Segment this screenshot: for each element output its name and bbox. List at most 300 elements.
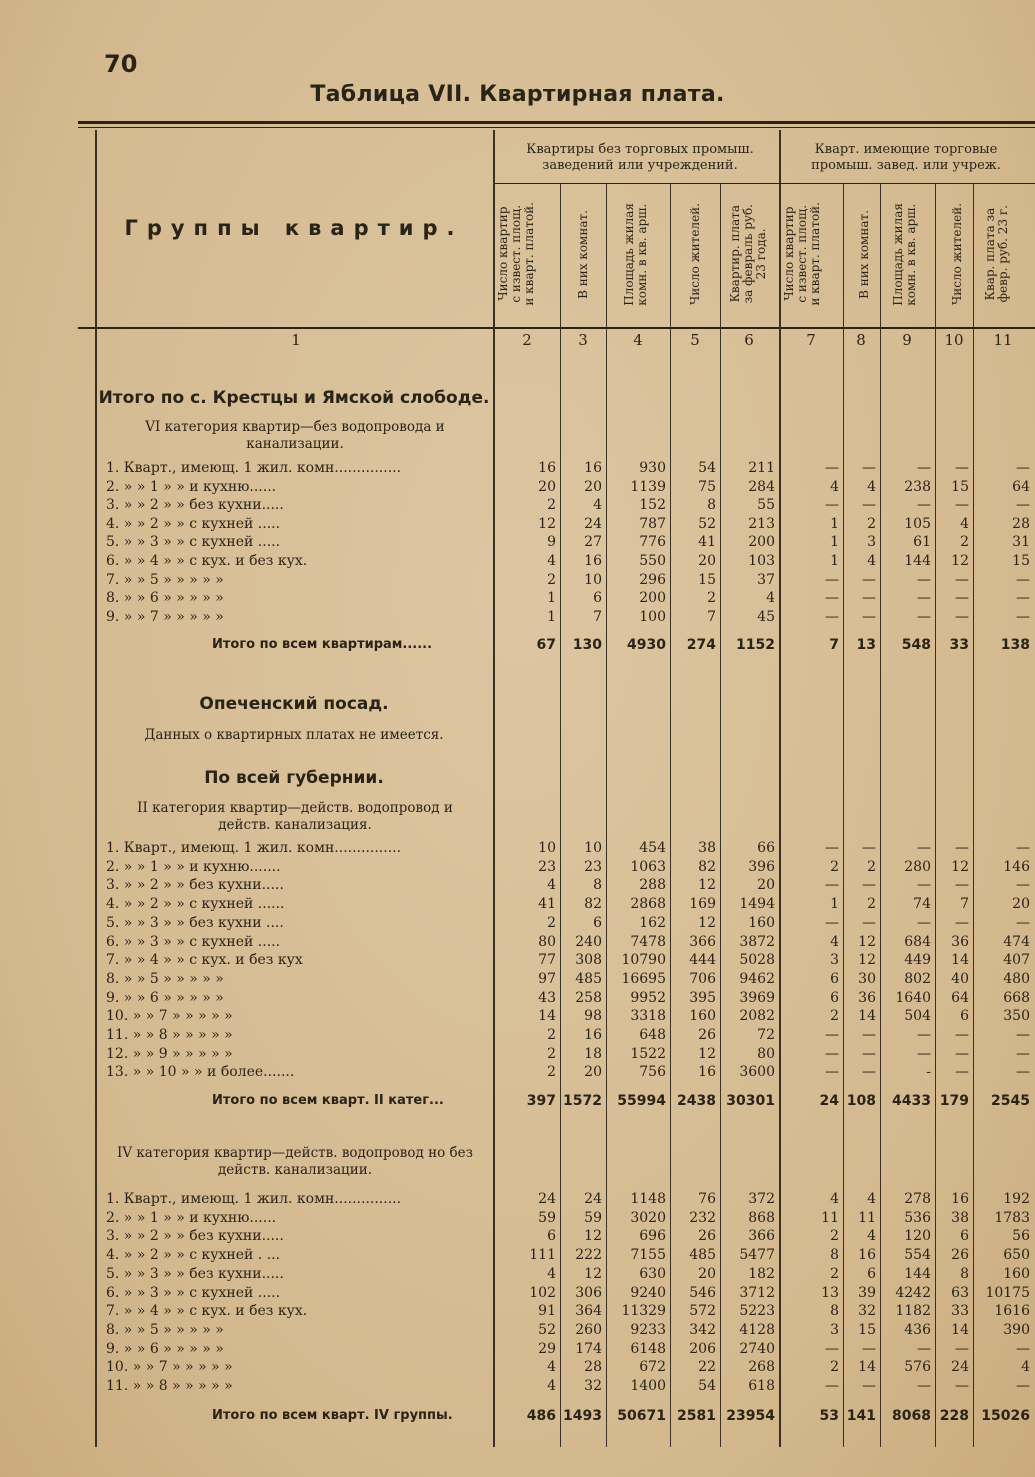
cell-col-7: — xyxy=(825,608,839,625)
cell-col-2: 16 xyxy=(538,460,556,476)
cell-col-9: — xyxy=(917,590,931,607)
cell-col-4: 9240 xyxy=(630,1284,666,1301)
row-label: 4. » » 2 » » с кухней ...... xyxy=(106,896,285,913)
row-label: 7. » » 4 » » с кух. и без кух xyxy=(106,952,303,969)
column-header-text: Квартир. плата за февраль руб. 23 года. xyxy=(727,204,768,304)
cell-col-11: — xyxy=(1016,460,1030,476)
cell-col-6: 396 xyxy=(748,858,775,875)
cell-col-3: 59 xyxy=(584,1209,602,1226)
cell-col-9: 536 xyxy=(904,1209,931,1226)
cell-col-9: 74 xyxy=(913,896,931,913)
cell-col-3: 20 xyxy=(584,478,602,495)
table-row xyxy=(96,609,1035,628)
cell-col-4: 9952 xyxy=(630,989,666,1006)
table-row xyxy=(96,859,1035,878)
cell-col-8: 30 xyxy=(858,970,876,987)
table-row xyxy=(96,1266,1035,1285)
row-label: Итого по всем квартирам...... xyxy=(212,637,433,652)
cell-col-9: 1640 xyxy=(895,989,931,1006)
cell-col-4: 550 xyxy=(639,553,666,569)
cell-col-10: 179 xyxy=(939,1093,969,1109)
cell-col-10: 12 xyxy=(951,858,969,875)
cell-col-8: 13 xyxy=(856,637,876,653)
table-row xyxy=(96,590,1035,609)
cell-col-4: 3318 xyxy=(630,1008,666,1025)
column-header xyxy=(782,184,822,324)
cell-col-11: 480 xyxy=(1003,970,1030,987)
row-label: 4. » » 2 » » с кухней ..... xyxy=(106,515,281,532)
cell-col-8: 2 xyxy=(867,896,876,913)
cell-col-5: 8 xyxy=(707,497,716,514)
row-label: 3. » » 2 » » без кухни..... xyxy=(106,497,284,514)
cell-col-2: 2 xyxy=(547,497,556,514)
cell-col-5: 395 xyxy=(689,989,716,1006)
cell-col-7: 24 xyxy=(819,1093,839,1109)
table-row xyxy=(96,479,1035,498)
cell-col-6: 211 xyxy=(748,460,775,476)
cell-col-10: 38 xyxy=(951,1209,969,1226)
cell-col-3: 130 xyxy=(572,637,602,653)
cell-col-4: 200 xyxy=(639,590,666,607)
cell-col-6: 366 xyxy=(748,1228,775,1245)
cell-col-4: 787 xyxy=(639,515,666,532)
cell-col-8: 14 xyxy=(858,1359,876,1376)
cell-col-3: 222 xyxy=(575,1247,602,1264)
row-label: 5. » » 3 » » с кухней ..... xyxy=(106,534,281,551)
column-header-text: Число жителей. xyxy=(949,203,964,305)
cell-col-7: — xyxy=(825,1064,839,1081)
cell-col-5: 572 xyxy=(689,1303,716,1320)
cell-col-6: 4128 xyxy=(739,1321,775,1338)
cell-col-2: 24 xyxy=(538,1191,556,1207)
table-row xyxy=(96,1064,1035,1083)
cell-col-9: — xyxy=(917,1027,931,1043)
cell-col-9: 280 xyxy=(904,858,931,875)
table-row xyxy=(96,990,1035,1009)
cell-col-6: 868 xyxy=(748,1209,775,1226)
cell-col-2: 397 xyxy=(526,1093,556,1109)
cell-col-11: — xyxy=(1016,1340,1030,1357)
cell-col-10: 228 xyxy=(939,1408,969,1424)
cell-col-9: 61 xyxy=(913,534,931,551)
column-header xyxy=(885,184,925,324)
cell-col-9: — xyxy=(917,460,931,476)
cell-col-5: 26 xyxy=(698,1228,716,1245)
cell-col-4: 696 xyxy=(639,1228,666,1245)
cell-col-10: 40 xyxy=(951,970,969,987)
cell-col-7: 3 xyxy=(830,952,839,969)
row-label: 8. » » 5 » » » » » xyxy=(106,1321,224,1338)
cell-col-4: 100 xyxy=(639,608,666,625)
top-rule-thin xyxy=(78,127,1035,128)
cell-col-3: 1493 xyxy=(563,1408,602,1424)
cell-col-7: 2 xyxy=(830,1008,839,1025)
column-number: 7 xyxy=(806,331,816,349)
cell-col-7: 13 xyxy=(821,1284,839,1301)
cell-col-6: 30301 xyxy=(726,1093,775,1109)
cell-col-10: — xyxy=(955,877,969,894)
table-row xyxy=(96,1247,1035,1266)
cell-col-4: 9233 xyxy=(630,1321,666,1338)
cell-col-4: 454 xyxy=(639,840,666,856)
cell-col-6: 5028 xyxy=(739,952,775,969)
cell-col-10: 8 xyxy=(960,1265,969,1282)
cell-col-9: — xyxy=(917,571,931,588)
total-row xyxy=(96,637,1035,656)
cell-col-3: 20 xyxy=(584,1064,602,1081)
cell-col-3: 16 xyxy=(584,460,602,476)
cell-col-11: 31 xyxy=(1012,534,1030,551)
cell-col-2: 4 xyxy=(547,1265,556,1282)
cell-col-11: — xyxy=(1016,914,1030,931)
row-label: 5. » » 3 » » без кухни .... xyxy=(106,914,284,931)
cell-col-6: 213 xyxy=(748,515,775,532)
cell-col-3: 10 xyxy=(584,840,602,856)
column-header xyxy=(496,184,536,324)
cell-col-7: — xyxy=(825,877,839,894)
cell-col-8: 14 xyxy=(858,1008,876,1025)
column-number: 6 xyxy=(744,331,754,349)
cell-col-9: 576 xyxy=(904,1359,931,1376)
cell-col-5: 12 xyxy=(698,1045,716,1062)
cell-col-11: — xyxy=(1016,1064,1030,1081)
cell-col-3: 10 xyxy=(584,571,602,588)
cell-col-4: 11329 xyxy=(621,1303,666,1320)
cell-col-10: 24 xyxy=(951,1359,969,1376)
cell-col-7: 1 xyxy=(830,553,839,569)
cell-col-9: 4433 xyxy=(892,1093,931,1109)
cell-col-2: 20 xyxy=(538,478,556,495)
table-row xyxy=(96,1285,1035,1304)
cell-col-11: 64 xyxy=(1012,478,1030,495)
cell-col-4: 10790 xyxy=(621,952,666,969)
cell-col-8: 4 xyxy=(867,1191,876,1207)
cell-col-6: 4 xyxy=(766,590,775,607)
cell-col-10: — xyxy=(955,840,969,856)
cell-col-7: 2 xyxy=(830,858,839,875)
cell-col-8: 4 xyxy=(867,553,876,569)
category-title: IV категория квартир—действ. водопровод но без действ. канализации. xyxy=(117,1145,473,1178)
cell-col-8: — xyxy=(862,1378,876,1394)
cell-col-7: 53 xyxy=(819,1408,839,1424)
cell-col-6: 66 xyxy=(757,840,775,856)
row-label: 1. Кварт., имеющ. 1 жил. комн............... xyxy=(106,840,402,856)
cell-col-3: 6 xyxy=(593,590,602,607)
cell-col-7: 8 xyxy=(830,1303,839,1320)
cell-col-5: 12 xyxy=(698,914,716,931)
cell-col-3: 24 xyxy=(584,1191,602,1207)
cell-col-2: 4 xyxy=(547,553,556,569)
cell-col-6: 2740 xyxy=(739,1340,775,1357)
cell-col-7: 4 xyxy=(830,1191,839,1207)
cell-col-6: 5477 xyxy=(739,1247,775,1264)
cell-col-5: 26 xyxy=(698,1027,716,1043)
cell-col-9: 548 xyxy=(901,637,931,653)
cell-col-4: 1522 xyxy=(630,1045,666,1062)
cell-col-6: 2082 xyxy=(739,1008,775,1025)
cell-col-8: — xyxy=(862,571,876,588)
cell-col-10: — xyxy=(955,1027,969,1043)
column-number: 1 xyxy=(291,331,301,349)
column-header xyxy=(844,184,884,324)
cell-col-8: 11 xyxy=(858,1209,876,1226)
cell-col-10: 14 xyxy=(951,1321,969,1338)
column-number: 3 xyxy=(578,331,588,349)
cell-col-5: 20 xyxy=(698,1265,716,1282)
cell-col-4: 630 xyxy=(639,1265,666,1282)
cell-col-2: 4 xyxy=(547,1359,556,1376)
cell-col-7: — xyxy=(825,1340,839,1357)
cell-col-4: 4930 xyxy=(627,637,666,653)
table-row xyxy=(96,553,1035,572)
cell-col-11: 146 xyxy=(1003,858,1030,875)
column-header-text: Квар. плата за февр. руб. 23 г. xyxy=(983,205,1010,303)
cell-col-2: 2 xyxy=(547,914,556,931)
cell-col-9: — xyxy=(917,1045,931,1062)
row-label: 3. » » 2 » » без кухни..... xyxy=(106,877,284,894)
cell-col-9: 449 xyxy=(904,952,931,969)
cell-col-9: — xyxy=(917,914,931,931)
page-number: 70 xyxy=(104,50,138,78)
cell-col-6: 80 xyxy=(757,1045,775,1062)
cell-col-2: 91 xyxy=(538,1303,556,1320)
row-label: 8. » » 6 » » » » » xyxy=(106,590,224,607)
cell-col-3: 23 xyxy=(584,858,602,875)
cell-col-4: 288 xyxy=(639,877,666,894)
table-row xyxy=(96,1191,1035,1210)
group-b-header: Кварт. имеющие торговые промыш. завед. или учреж. xyxy=(811,142,1001,173)
cell-col-4: 7155 xyxy=(630,1247,666,1264)
row-label: 2. » » 1 » » и кухню...... xyxy=(106,1209,277,1226)
cell-col-8: — xyxy=(862,590,876,607)
cell-col-6: 160 xyxy=(748,914,775,931)
cell-col-5: 274 xyxy=(686,637,716,653)
cell-col-8: 2 xyxy=(867,515,876,532)
column-header-text: Число квартир с извест. площ. и кварт. платой. xyxy=(495,202,536,306)
cell-col-10: — xyxy=(955,460,969,476)
category-title: II категория квартир—действ. водопровод и действ. канализация. xyxy=(137,800,453,833)
table-row xyxy=(96,971,1035,990)
cell-col-9: — xyxy=(917,1340,931,1357)
cell-col-6: 200 xyxy=(748,534,775,551)
cell-col-3: 12 xyxy=(584,1265,602,1282)
table-row xyxy=(96,516,1035,535)
total-row xyxy=(96,1408,1035,1427)
cell-col-7: — xyxy=(825,840,839,856)
cell-col-3: 98 xyxy=(584,1008,602,1025)
cell-col-8: 6 xyxy=(867,1265,876,1282)
cell-col-8: — xyxy=(862,840,876,856)
cell-col-6: 284 xyxy=(748,478,775,495)
cell-col-6: 268 xyxy=(748,1359,775,1376)
section-title: Опеченский посад. xyxy=(199,694,389,714)
row-label: 11. » » 8 » » » » » xyxy=(106,1027,233,1043)
cell-col-4: 672 xyxy=(639,1359,666,1376)
cell-col-8: 39 xyxy=(858,1284,876,1301)
table-row xyxy=(96,1210,1035,1229)
cell-col-5: 12 xyxy=(698,877,716,894)
row-label: 6. » » 4 » » с кух. и без кух. xyxy=(106,553,308,569)
cell-col-11: 192 xyxy=(1003,1191,1030,1207)
table-row xyxy=(96,497,1035,516)
cell-col-8: — xyxy=(862,608,876,625)
column-number: 8 xyxy=(856,331,866,349)
cell-col-2: 2 xyxy=(547,571,556,588)
cell-col-4: 7478 xyxy=(630,933,666,950)
cell-col-7: 2 xyxy=(830,1359,839,1376)
cell-col-7: — xyxy=(825,1027,839,1043)
row-label: 5. » » 3 » » без кухни..... xyxy=(106,1265,284,1282)
cell-col-5: 7 xyxy=(707,608,716,625)
column-header-text: Площадь жилая комн. в кв. арш. xyxy=(622,202,649,306)
cell-col-9: — xyxy=(917,840,931,856)
table-row xyxy=(96,1046,1035,1065)
table-row xyxy=(96,952,1035,971)
row-label: 4. » » 2 » » с кухней . ... xyxy=(106,1247,281,1264)
cell-col-6: 618 xyxy=(748,1378,775,1394)
column-header xyxy=(977,184,1017,324)
table-row xyxy=(96,896,1035,915)
cell-col-2: 2 xyxy=(547,1064,556,1081)
cell-col-9: 802 xyxy=(904,970,931,987)
cell-col-10: 33 xyxy=(949,637,969,653)
cell-col-8: — xyxy=(862,914,876,931)
cell-col-2: 12 xyxy=(538,515,556,532)
column-header-text: Число квартир с извест. площ. и кварт. платой. xyxy=(781,202,822,306)
cell-col-5: 2 xyxy=(707,590,716,607)
cell-col-6: 72 xyxy=(757,1027,775,1043)
cell-col-11: — xyxy=(1016,1027,1030,1043)
cell-col-5: 52 xyxy=(698,515,716,532)
table-row xyxy=(96,1322,1035,1341)
cell-col-5: 54 xyxy=(698,1378,716,1394)
cell-col-10: 6 xyxy=(960,1008,969,1025)
cell-col-4: 55994 xyxy=(617,1093,666,1109)
cell-col-4: 776 xyxy=(639,534,666,551)
cell-col-10: 6 xyxy=(960,1228,969,1245)
cell-col-10: — xyxy=(955,608,969,625)
cell-col-3: 7 xyxy=(593,608,602,625)
column-header xyxy=(616,184,656,324)
cell-col-11: 474 xyxy=(1003,933,1030,950)
column-number: 5 xyxy=(690,331,700,349)
column-number: 10 xyxy=(944,331,964,349)
column-number: 2 xyxy=(522,331,532,349)
cell-col-8: 36 xyxy=(858,989,876,1006)
cell-col-7: — xyxy=(825,1045,839,1062)
cell-col-11: — xyxy=(1016,571,1030,588)
cell-col-3: 364 xyxy=(575,1303,602,1320)
cell-col-6: 182 xyxy=(748,1265,775,1282)
cell-col-8: 108 xyxy=(846,1093,876,1109)
cell-col-5: 444 xyxy=(689,952,716,969)
cell-col-8: — xyxy=(862,877,876,894)
top-rule-thick xyxy=(78,121,1035,124)
cell-col-3: 174 xyxy=(575,1340,602,1357)
cell-col-9: 238 xyxy=(904,478,931,495)
cell-col-9: 8068 xyxy=(892,1408,931,1424)
cell-col-5: 366 xyxy=(689,933,716,950)
column-header-text: В них комнат. xyxy=(575,209,590,299)
cell-col-5: 20 xyxy=(698,553,716,569)
column-header xyxy=(728,184,768,324)
cell-col-11: — xyxy=(1016,1045,1030,1062)
cell-col-7: 4 xyxy=(830,933,839,950)
cell-col-5: 706 xyxy=(689,970,716,987)
cell-col-8: 141 xyxy=(846,1408,876,1424)
column-header xyxy=(563,184,603,324)
cell-col-3: 8 xyxy=(593,877,602,894)
cell-col-5: 82 xyxy=(698,858,716,875)
cell-col-8: — xyxy=(862,1027,876,1043)
cell-col-8: 12 xyxy=(858,952,876,969)
cell-col-4: 152 xyxy=(639,497,666,514)
table-row xyxy=(96,934,1035,953)
cell-col-3: 1572 xyxy=(563,1093,602,1109)
cell-col-6: 372 xyxy=(748,1191,775,1207)
cell-col-2: 102 xyxy=(529,1284,556,1301)
row-label: 7. » » 5 » » » » » xyxy=(106,571,224,588)
cell-col-9: 278 xyxy=(904,1191,931,1207)
cell-col-10: 16 xyxy=(951,1191,969,1207)
cell-col-4: 1063 xyxy=(630,858,666,875)
cell-col-3: 18 xyxy=(584,1045,602,1062)
cell-col-8: 3 xyxy=(867,534,876,551)
table-row xyxy=(96,1359,1035,1378)
cell-col-2: 4 xyxy=(547,877,556,894)
cell-col-10: 33 xyxy=(951,1303,969,1320)
cell-col-2: 111 xyxy=(529,1247,556,1264)
cell-col-2: 2 xyxy=(547,1027,556,1043)
header-bottom-rule xyxy=(78,327,1035,329)
row-label: 8. » » 5 » » » » » xyxy=(106,970,224,987)
table-row xyxy=(96,534,1035,553)
cell-col-5: 232 xyxy=(689,1209,716,1226)
cell-col-3: 240 xyxy=(575,933,602,950)
cell-col-2: 67 xyxy=(536,637,556,653)
cell-col-7: 1 xyxy=(830,896,839,913)
cell-col-5: 54 xyxy=(698,460,716,476)
cell-col-3: 6 xyxy=(593,914,602,931)
section-title: По всей губернии. xyxy=(204,768,384,788)
cell-col-4: 3020 xyxy=(630,1209,666,1226)
cell-col-5: 485 xyxy=(689,1247,716,1264)
cell-col-11: 4 xyxy=(1021,1359,1030,1376)
cell-col-4: 6148 xyxy=(630,1340,666,1357)
cell-col-5: 15 xyxy=(698,571,716,588)
cell-col-2: 10 xyxy=(538,840,556,856)
cell-col-6: 3712 xyxy=(739,1284,775,1301)
cell-col-5: 169 xyxy=(689,896,716,913)
cell-col-8: 4 xyxy=(867,478,876,495)
row-label: Итого по всем кварт. IV группы. xyxy=(212,1408,453,1423)
cell-col-2: 9 xyxy=(547,534,556,551)
cell-col-9: — xyxy=(917,877,931,894)
column-header xyxy=(937,184,977,324)
table-row xyxy=(96,572,1035,591)
cell-col-3: 258 xyxy=(575,989,602,1006)
cell-col-10: 63 xyxy=(951,1284,969,1301)
cell-col-9: 144 xyxy=(904,1265,931,1282)
cell-col-3: 4 xyxy=(593,497,602,514)
cell-col-8: — xyxy=(862,497,876,514)
cell-col-7: 1 xyxy=(830,515,839,532)
cell-col-10: 12 xyxy=(951,553,969,569)
cell-col-8: 12 xyxy=(858,933,876,950)
cell-col-11: 56 xyxy=(1012,1228,1030,1245)
cell-col-2: 14 xyxy=(538,1008,556,1025)
cell-col-10: — xyxy=(955,1064,969,1081)
